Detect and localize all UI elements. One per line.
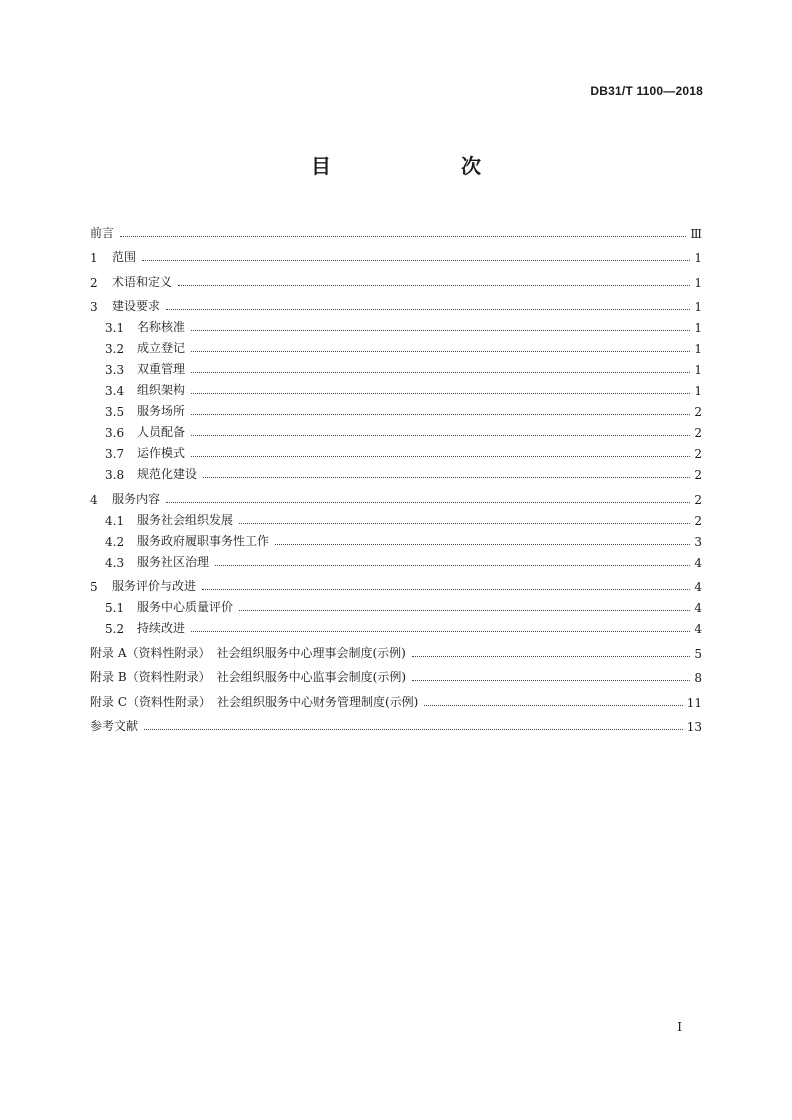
toc-leader-dots (412, 679, 690, 681)
toc-entry-page: 2 (694, 492, 702, 507)
toc-entry-page: 5 (694, 646, 702, 661)
toc-entry[interactable] (90, 241, 702, 266)
toc-entry-page: 2 (694, 468, 702, 482)
toc-entry-page: 4 (694, 601, 702, 615)
toc-entry-page: 4 (694, 622, 702, 636)
toc-entry-number: 3.6 (105, 426, 125, 440)
toc-entry-number: 3.7 (105, 447, 125, 461)
toc-entry[interactable] (90, 528, 702, 549)
toc-leader-dots (239, 522, 690, 524)
page-title: 目 次 (311, 154, 511, 178)
toc-entry-number: 5 (90, 580, 98, 594)
toc-entry-number: 1 (90, 251, 98, 265)
toc-entry-page: 4 (694, 580, 702, 594)
toc-entry[interactable] (90, 661, 702, 686)
toc-entry[interactable] (90, 615, 702, 636)
toc-entry-number: 4.1 (105, 513, 125, 528)
toc-leader-dots (178, 284, 690, 286)
toc-leader-dots (275, 543, 690, 545)
toc-entry-label: 组织架构 (137, 383, 186, 397)
toc-entry-label: 持续改进 (137, 621, 186, 635)
toc-entry-label: 名称核准 (137, 320, 186, 334)
toc-entry-number: 3.1 (105, 321, 125, 335)
toc-leader-dots (191, 413, 690, 415)
toc-entry-label: 建设要求 (112, 299, 161, 313)
toc-entry-page: 11 (686, 695, 702, 710)
table-of-contents (90, 216, 702, 734)
toc-leader-dots (166, 308, 690, 310)
toc-entry[interactable] (90, 398, 702, 419)
toc-entry[interactable] (90, 377, 702, 398)
toc-entry[interactable] (90, 549, 702, 570)
toc-entry-page: 1 (694, 275, 702, 290)
toc-entry-number: 3.5 (105, 405, 125, 419)
toc-entry-page: 1 (694, 342, 702, 356)
toc-entry-page: 1 (694, 251, 702, 265)
toc-entry-label: 前言 (90, 225, 115, 240)
toc-entry[interactable] (90, 419, 702, 440)
toc-entry-page: 1 (694, 321, 702, 335)
toc-entry-label: 服务社区治理 (137, 554, 210, 569)
toc-entry[interactable] (90, 356, 702, 377)
toc-leader-dots (239, 609, 690, 611)
toc-leader-dots (412, 655, 690, 657)
toc-entry[interactable] (90, 570, 702, 595)
toc-entry-label: 服务社会组织发展 (137, 512, 234, 527)
toc-leader-dots (202, 588, 690, 590)
toc-entry-page: Ⅲ (690, 226, 702, 241)
toc-entry-label: 范围 (112, 250, 137, 264)
toc-leader-dots (191, 630, 690, 632)
toc-entry-page: 2 (694, 447, 702, 461)
toc-entry-label: 附录 B（资料性附录） 社会组织服务中心监事会制度(示例) (90, 670, 406, 684)
toc-entry-number: 4.2 (105, 534, 125, 549)
toc-entry-page: 2 (694, 513, 702, 528)
toc-entry-label: 术语和定义 (112, 274, 173, 289)
toc-leader-dots (191, 455, 690, 457)
toc-entry[interactable] (90, 685, 702, 710)
toc-entry-label: 运作模式 (137, 446, 186, 460)
toc-entry-number: 5.1 (105, 601, 125, 615)
toc-entry-number: 3.2 (105, 342, 125, 356)
toc-leader-dots (191, 350, 690, 352)
toc-entry-label: 附录 C（资料性附录） 社会组织服务中心财务管理制度(示例) (90, 694, 419, 709)
toc-leader-dots (166, 501, 690, 503)
toc-entry-page: 3 (694, 534, 702, 549)
toc-entry-number: 3.4 (105, 384, 125, 398)
toc-entry-number: 3.8 (105, 468, 125, 482)
toc-entry-label: 成立登记 (137, 341, 186, 355)
toc-leader-dots (191, 329, 690, 331)
toc-leader-dots (191, 392, 690, 394)
toc-leader-dots (215, 564, 690, 566)
toc-leader-dots (191, 434, 690, 436)
toc-leader-dots (120, 235, 686, 237)
toc-entry-page: 4 (694, 555, 702, 570)
toc-entry[interactable] (90, 482, 702, 507)
toc-entry[interactable] (90, 710, 702, 735)
toc-entry-label: 服务内容 (112, 491, 161, 506)
page-number: I (677, 1020, 682, 1034)
toc-entry-label: 服务评价与改进 (112, 579, 197, 593)
toc-entry-label: 服务场所 (137, 404, 186, 418)
toc-leader-dots (142, 259, 690, 261)
toc-entry-page: 1 (694, 363, 702, 377)
toc-entry-page: 1 (694, 384, 702, 398)
toc-leader-dots (203, 476, 690, 478)
toc-entry-label: 双重管理 (137, 362, 186, 376)
toc-leader-dots (144, 728, 683, 730)
toc-leader-dots (424, 704, 682, 706)
toc-entry-number: 5.2 (105, 622, 125, 636)
toc-entry[interactable] (90, 507, 702, 528)
toc-entry[interactable] (90, 314, 702, 335)
toc-entry[interactable] (90, 290, 702, 315)
document-code: DB31/T 1100—2018 (590, 84, 703, 98)
toc-entry-page: 8 (694, 671, 702, 685)
toc-entry-label: 规范化建设 (137, 467, 198, 481)
toc-entry-number: 3 (90, 300, 98, 314)
toc-entry-label: 人员配备 (137, 425, 186, 439)
toc-entry-page: 1 (694, 300, 702, 314)
toc-entry[interactable] (90, 461, 702, 482)
toc-entry[interactable] (90, 335, 702, 356)
toc-entry[interactable] (90, 216, 702, 241)
toc-entry-number: 2 (90, 275, 98, 290)
toc-entry[interactable] (90, 636, 702, 661)
toc-entry-label: 服务政府履职事务性工作 (137, 533, 270, 548)
toc-leader-dots (191, 371, 690, 373)
toc-entry-label: 附录 A（资料性附录） 社会组织服务中心理事会制度(示例) (90, 645, 406, 660)
toc-entry[interactable] (90, 265, 702, 290)
toc-entry-number: 4 (90, 492, 98, 507)
toc-entry-number: 3.3 (105, 363, 125, 377)
toc-entry-page: 2 (694, 426, 702, 440)
toc-entry-number: 4.3 (105, 555, 125, 570)
toc-entry-label: 参考文献 (90, 719, 139, 733)
toc-entry[interactable] (90, 440, 702, 461)
toc-entry-page: 2 (694, 405, 702, 419)
toc-entry[interactable] (90, 594, 702, 615)
toc-entry-page: 13 (686, 720, 702, 734)
toc-entry-label: 服务中心质量评价 (137, 600, 234, 614)
